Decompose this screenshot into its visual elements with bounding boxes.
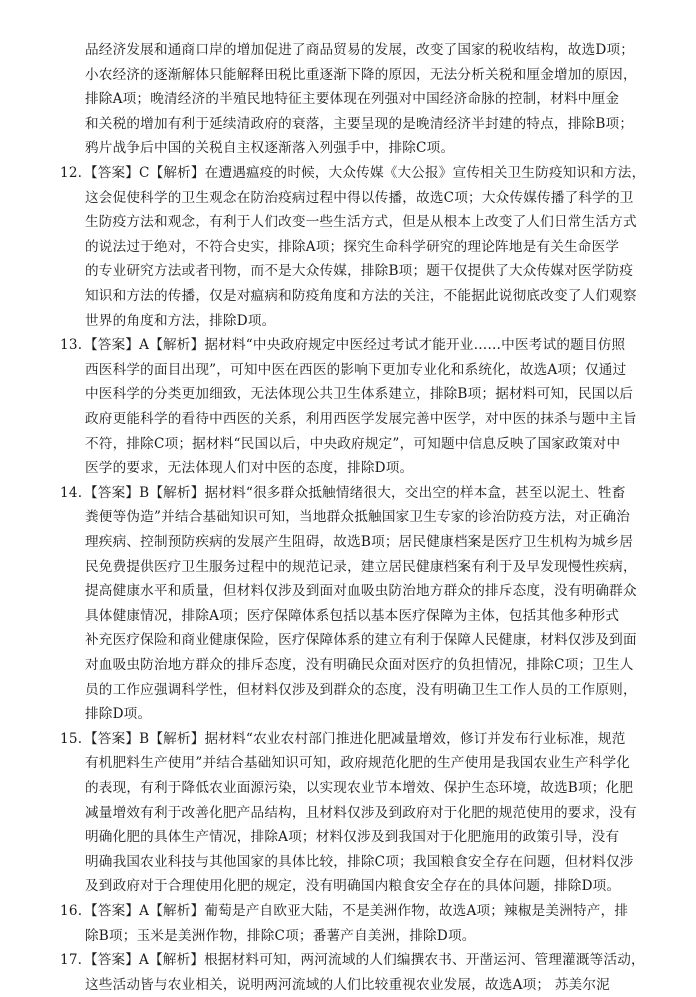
line-text: 这些活动皆与农业相关，说明两河流域的人们比较重视农业发展，故选A项； 苏美尔泥 — [85, 976, 610, 993]
text-line — [85, 186, 645, 210]
line-text: 民免费提供医疗卫生服务过程中的规范记录，建立居民健康档案有利于及早发现慢性疾病， — [85, 558, 637, 575]
line-text: 除B项；玉米是美洲作物，排除C项；番薯产自美洲，排除D项。 — [85, 927, 476, 944]
line-text: 品经济发展和通商口岸的增加促进了商品贸易的发展，改变了国家的税收结构，故选D项； — [85, 42, 635, 58]
text-line — [85, 874, 645, 898]
line-text: 【答案】B【解析】据材料“农业农村部门推进化肥减量增效，修订并发布行业标准，规范 — [84, 730, 626, 747]
line-text: 补充医疗保险和商业健康保险，医疗保障体系的建立有利于保障人民健康，材料仅涉及到面 — [85, 632, 637, 649]
line-text: 医学的要求，无法体现人们对中医的态度，排除D项。 — [85, 460, 414, 477]
text-line — [85, 555, 645, 579]
question-number: 12. — [60, 165, 83, 181]
text-line — [85, 628, 645, 652]
line-text: 排除D项。 — [85, 706, 152, 723]
question-first-line — [60, 948, 644, 972]
text-line — [85, 136, 645, 160]
line-text: 员的工作应强调科学性，但材料仅涉及到群众的态度，没有明确卫生工作人员的工作原则， — [85, 681, 637, 698]
text-line — [85, 505, 645, 529]
text-line — [85, 309, 645, 333]
question-first-line — [60, 161, 644, 185]
question-number: 16. — [60, 903, 83, 919]
text-line — [85, 973, 645, 997]
line-text: 的说法过于绝对，不符合史实，排除A项；探究生命科学研究的理论阵地是有关生命医学 — [85, 238, 620, 255]
line-text: 不符，排除C项；据材料“民国以后，中央政府规定”，可知题中信息反映了国家政策对中 — [85, 435, 621, 452]
text-line — [85, 825, 645, 849]
line-text: 中医科学的分类更加细致，无法体现公共卫生体系建立，排除B项；据材料可知，民国以后 — [85, 386, 634, 403]
text-line — [85, 801, 645, 825]
line-text: 理疾病、控制预防疾病的发展产生阻碍，故选B项；居民健康档案是医疗卫生机构为城乡居 — [85, 534, 634, 550]
line-text: 鸦片战争后中国的关税自主权逐渐落入列强手中，排除C项。 — [85, 140, 455, 157]
text-line — [85, 358, 645, 382]
line-text: 【答案】A【解析】根据材料可知，两河流域的人们编撰农书、开凿运河、管理灌溉等活动， — [83, 952, 645, 969]
line-text: 明确化肥的具体生产情况，排除A项；材料仅涉及到我国对于化肥施用的政策引导，没有 — [85, 829, 620, 846]
text-line — [85, 284, 645, 308]
text-line — [85, 87, 645, 111]
text-line — [85, 259, 645, 283]
question-first-line — [60, 899, 645, 923]
line-text: 排除A项；晚清经济的半殖民地特征主要体现在列强对中国经济命脉的控制，材料中厘金 — [85, 91, 620, 108]
line-text: 【答案】A【解析】据材料“中央政府规定中医经过考试才能开业……中医考试的题目仿照 — [84, 337, 626, 354]
line-text: 【答案】A【解析】葡萄是产自欧亚大陆，不是美洲作物，故选A项；辣椒是美洲特产，排 — [84, 903, 629, 919]
text-line — [85, 63, 645, 87]
line-text: 小农经济的逐渐解体只能解释田税比重逐渐下降的原因，无法分析关税和厘金增加的原因， — [85, 66, 637, 83]
text-line — [85, 38, 645, 62]
line-text: 【答案】C【解析】在遭遇瘟疫的时候，大众传媒《大公报》宣传相关卫生防疫知识和方法， — [83, 165, 646, 181]
line-text: 提高健康水平和质量，但材料仅涉及到面对血吸虫防治地方群众的排斥态度，没有明确群众 — [85, 583, 637, 600]
text-line — [85, 678, 645, 702]
text-line — [85, 210, 645, 234]
line-text: 具体健康情况，排除A项；医疗保障体系包括以基本医疗保障为主体，包括其他多种形式 — [85, 607, 620, 624]
line-text: 的专业研究方法或者刊物，而不是大众传媒，排除B项；题干仅提供了大众传媒对医学防疫 — [85, 263, 634, 280]
text-line — [85, 653, 645, 677]
line-text: 世界的角度和方法，排除D项。 — [85, 312, 276, 329]
question-number: 15. — [60, 730, 83, 747]
text-line — [85, 432, 645, 456]
text-line — [85, 751, 645, 775]
text-line — [85, 382, 645, 406]
line-text: 政府更能科学的看待中西医的关系，利用西医学发展完善中医学，对中医的抹杀与题中主旨 — [85, 411, 637, 427]
text-line — [85, 530, 645, 554]
line-text: 明确我国农业科技与其他国家的具体比较，排除C项；我国粮食安全存在问题，但材料仅涉 — [85, 853, 634, 870]
question-first-line — [60, 481, 645, 505]
text-line — [85, 924, 645, 948]
line-text: 有机肥料生产使用”并结合基础知识可知，政府规范化肥的生产使用是我国农业生产科学化 — [85, 755, 631, 772]
text-line — [85, 776, 645, 800]
line-text: 和关税的增加有利于延续清政府的衰落，主要呈现的是晚清经济半封建的特点，排除B项； — [85, 115, 634, 132]
line-text: 这会促使科学的卫生观念在防治疫病过程中得以传播，故选C项；大众传媒传播了科学的卫 — [85, 189, 634, 206]
text-line — [85, 850, 645, 874]
line-text: 【答案】B【解析】据材料“很多群众抵触情绪很大，交出空的样本盒，甚至以泥土、牲畜 — [84, 484, 626, 501]
text-line — [85, 702, 645, 726]
line-text: 的表现，有利于降低农业面源污染，以实现农业节本增效、保护生态环境，故选B项；化肥 — [85, 780, 634, 796]
line-text: 及到政府对于合理使用化肥的规定，没有明确国内粮食安全存在的具体问题，排除D项。 — [85, 878, 621, 895]
line-text: 生防疫方法和观念，有利于人们改变一些生活方式，但是从根本上改变了人们日常生活方式 — [85, 214, 637, 231]
text-line — [85, 407, 645, 431]
question-number: 17. — [60, 952, 83, 969]
line-text: 对血吸虫防治地方群众的排斥态度，没有明确民众面对医疗的负担情况，排除C项；卫生人 — [85, 657, 634, 673]
line-text: 知识和方法的传播，仅是对瘟病和防疫角度和方法的关注，不能据此说彻底改变了人们观察 — [85, 288, 637, 304]
text-line — [85, 235, 645, 259]
text-line — [85, 579, 645, 603]
line-text: 西医科学的面目出现”，可知中医在西医的影响下更加专业化和系统化，故选A项；仅通过 — [85, 361, 627, 378]
question-first-line — [60, 333, 645, 357]
text-line — [85, 604, 645, 628]
question-first-line — [60, 727, 645, 751]
line-text: 粪便等伪造”并结合基础知识可知，当地群众抵触国家卫生专家的诊治防疫方法，对正确治 — [85, 509, 631, 526]
question-number: 14. — [60, 484, 83, 501]
text-line — [85, 456, 645, 480]
line-text: 减量增效有利于改善化肥产品结构，且材料仅涉及到政府对于化肥的规范使用的要求，没有 — [85, 804, 637, 821]
text-line — [85, 112, 645, 136]
question-number: 13. — [60, 337, 83, 354]
